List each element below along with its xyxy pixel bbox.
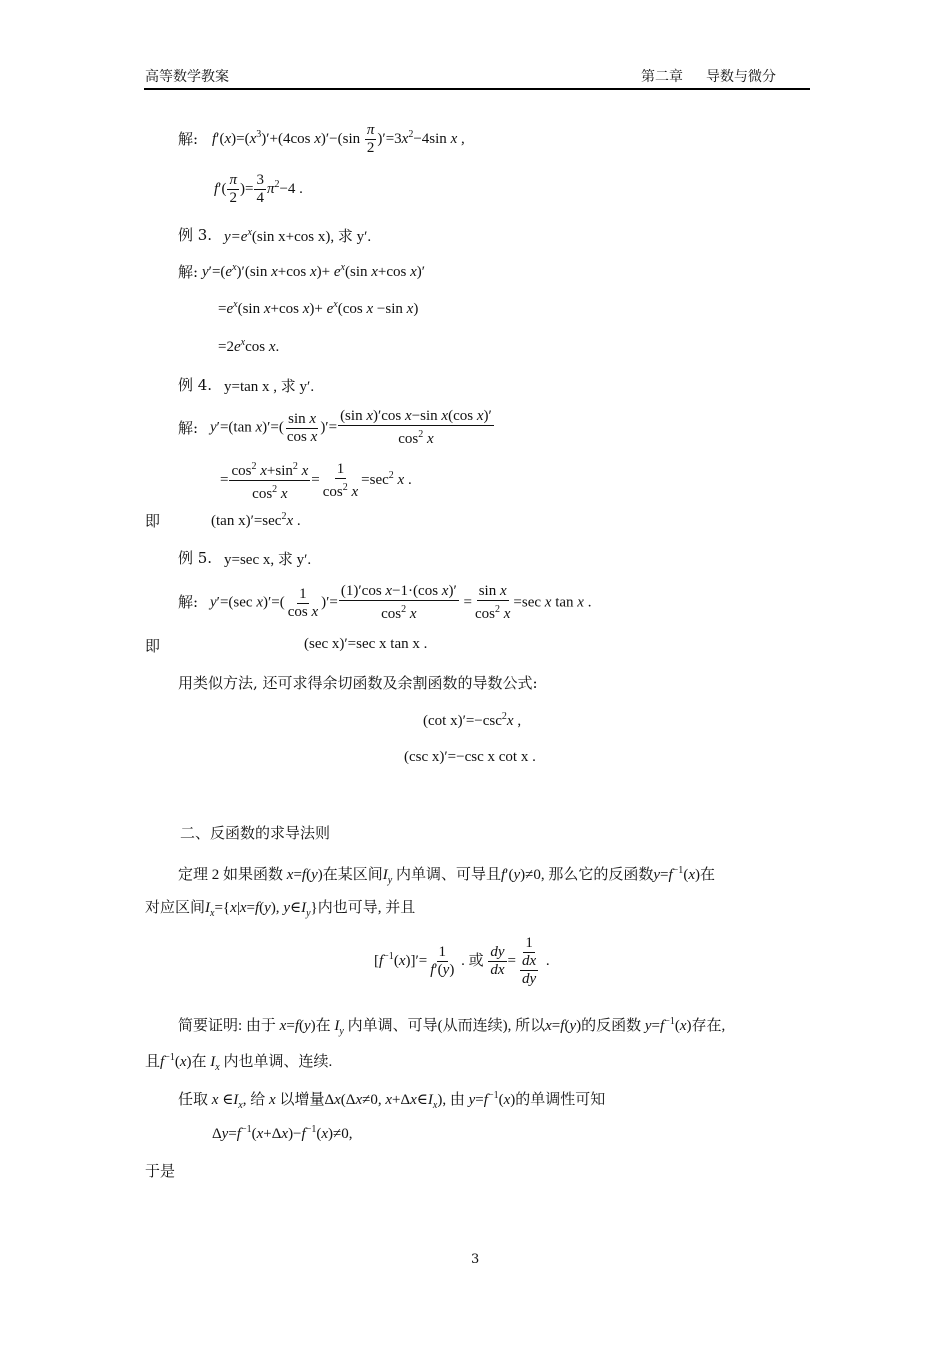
example-5-label: 例 5. [178, 549, 213, 567]
header-rule [144, 88, 810, 90]
formula-sol3-line1: $y'=(e^x)'(\sin$ x+cos $x)+ e^x(\sin$ x+cos x)′ [202, 262, 426, 280]
formula-inverse-derivative: $[f^{-1}(x)]'=$ $\frac{1}{f'(y)}$ . 或 $\frac{dy}{dx}$ = $\frac{1}{\frac{dx}{dy}}$ . [374, 935, 550, 987]
solution-3-label: 解: [178, 263, 199, 281]
yushi-text: 于是 [145, 1162, 176, 1180]
formula-sol2-line1: $f'(x)=(x^3)'+(4\cos$ x)′−(sin $\frac{\pi}{2}$ )$'=3x^2-4\sin$ x , [212, 122, 465, 156]
or-label: 或 [468, 952, 484, 969]
formula-sol2-line2: f′( $\frac{\pi}{2}$ )= $\frac{3}{4}$ $\pi^2-4$ . [214, 172, 303, 206]
theorem2-b: 在某区间 [322, 867, 383, 883]
example-4-label: 例 4. [178, 376, 213, 394]
formula-sec-derivative: (sec x)′=sec x tan x . [304, 636, 428, 652]
proof-a: 简要证明: 由于 [178, 1018, 276, 1034]
header-section: 导数与微分 [706, 69, 776, 85]
example-4-question: y=tan x , 求 y′. [224, 379, 315, 395]
formula-csc-derivative: (csc x)′=−csc x cot x . [404, 749, 536, 765]
solution-4-label: 解: [178, 419, 199, 437]
ji-label-1: 即 [145, 512, 161, 530]
proof-d: 的反函数 [581, 1018, 642, 1034]
example-3-question: $y=e^x(\sin$ x+cos x), 求 y′. [224, 227, 372, 245]
section-2-title: 二、反函数的求导法则 [180, 824, 331, 842]
proof-line1: 简要证明: 由于 x=f(y)在 $I_y$ 内单调、可导(从而连续), 所以x=f(y)的反函数 $y=f^{-1}(x)$存在, [178, 1016, 726, 1037]
proof-c: 内单调、可导(从而连续), 所以 [347, 1018, 546, 1034]
proof2-b: 在 [191, 1054, 207, 1070]
take-d: 由 [449, 1092, 465, 1108]
header-title: 高等数学教案 [145, 69, 229, 85]
take-c: 以增量 [279, 1092, 325, 1108]
theorem-2-line1: 定理 2 如果函数 x=f(y)在某区间$I_y$ 内单调、可导且f′(y)≠0, 那么它的反函数$y=f^{-1}(x)$在 [178, 865, 715, 886]
theorem2-e: 在 [699, 867, 715, 883]
formula-delta-y: $\Delta y=f^{-1}(x+\Delta x)-f^{-1}(x)\ne 0$, [212, 1124, 353, 1142]
formula-cot-derivative: (cot $x)'=-\csc^2x$ , [423, 711, 522, 729]
theorem-2-line2: 对应区间$I_x=\{x|x=f(y)$, $y\in I_y$}内也可导, 并且 [145, 900, 416, 919]
tan-derivative-text: (tan x)′=sec [211, 513, 282, 529]
theorem2-c: 内单调、可导且 [395, 867, 501, 883]
take-e: 的单调性可知 [515, 1092, 606, 1108]
take-line: 任取 x $\in I_x$, 给 x 以增量Δx(Δx≠0, $x+\Delta x\in I_x$), 由 $y=f^{-1}(x)$的单调性可知 [178, 1090, 606, 1111]
theorem2-line2-b: 内也可导, 并且 [317, 900, 416, 916]
theorem2-line2-a: 对应区间 [145, 900, 206, 916]
formula-sol3-line2: $=e^x(\sin$ x+cos $x)+ e^x(\cos$ x −sin x) [218, 299, 419, 317]
theorem2-a: 定理 2 如果函数 [178, 867, 284, 883]
theorem2-d: 那么它的反函数 [548, 867, 654, 883]
example-3-label: 例 3. [178, 226, 213, 244]
cot-derivative-text: (cot x)′=−csc [423, 713, 502, 729]
solution-5-label: 解: [178, 593, 199, 611]
formula-sol4-line2: = $\frac{\cos^2 x+\sin^2 x}{\cos^2 x}$ = $\frac{1}{\cos^2 x}$ $=\sec^2$ x . [220, 458, 412, 503]
page-number: 3 [471, 1252, 480, 1267]
proof-e: 存在, [691, 1018, 726, 1034]
ex3-tail: (sin x+cos x), 求 y′. [251, 229, 372, 245]
solution-label: 解: [178, 130, 199, 148]
proof-line2: 且$f^{-1}(x)$在 $I_x$ 内也单调、连续. [145, 1052, 333, 1073]
ji-label-2: 即 [145, 637, 161, 655]
proof2-c: 内也单调、连续. [223, 1054, 333, 1070]
formula-sol5: y′=(sec x)′=( $\frac{1}{\text{cos x}}$ )′= $\frac{\text{(1)′cos x−1·(cos x)′}}{\cos^2 x}$ = $\frac{\text{sin x}}{\cos^2 x}$ =sec x tan x . [210, 583, 592, 622]
take-b: 给 [250, 1092, 266, 1108]
proof2-a: 且 [145, 1054, 161, 1070]
similar-method-text: 用类似方法, 还可求得余切函数及余割函数的导数公式: [178, 674, 538, 692]
formula-tan-derivative: (tan $x)'=\sec^2x$ . [211, 511, 301, 529]
take-a: 任取 [178, 1092, 209, 1108]
proof-b: 在 [315, 1018, 331, 1034]
header-chapter: 第二章 [641, 69, 683, 85]
example-5-question: y=sec x, 求 y′. [224, 552, 312, 568]
formula-sol3-line3: $=2e^x\cos$ x. [218, 337, 280, 355]
formula-sol4-line1: y′=(tan x)′=( $\frac{\text{sin x}}{\text{cos x}}$ )′= $\frac{\text{(sin x)′cos x−sin x(cos x)′}}{\cos^2 x}$ [210, 408, 492, 447]
ex3-q: y=e [224, 229, 248, 245]
